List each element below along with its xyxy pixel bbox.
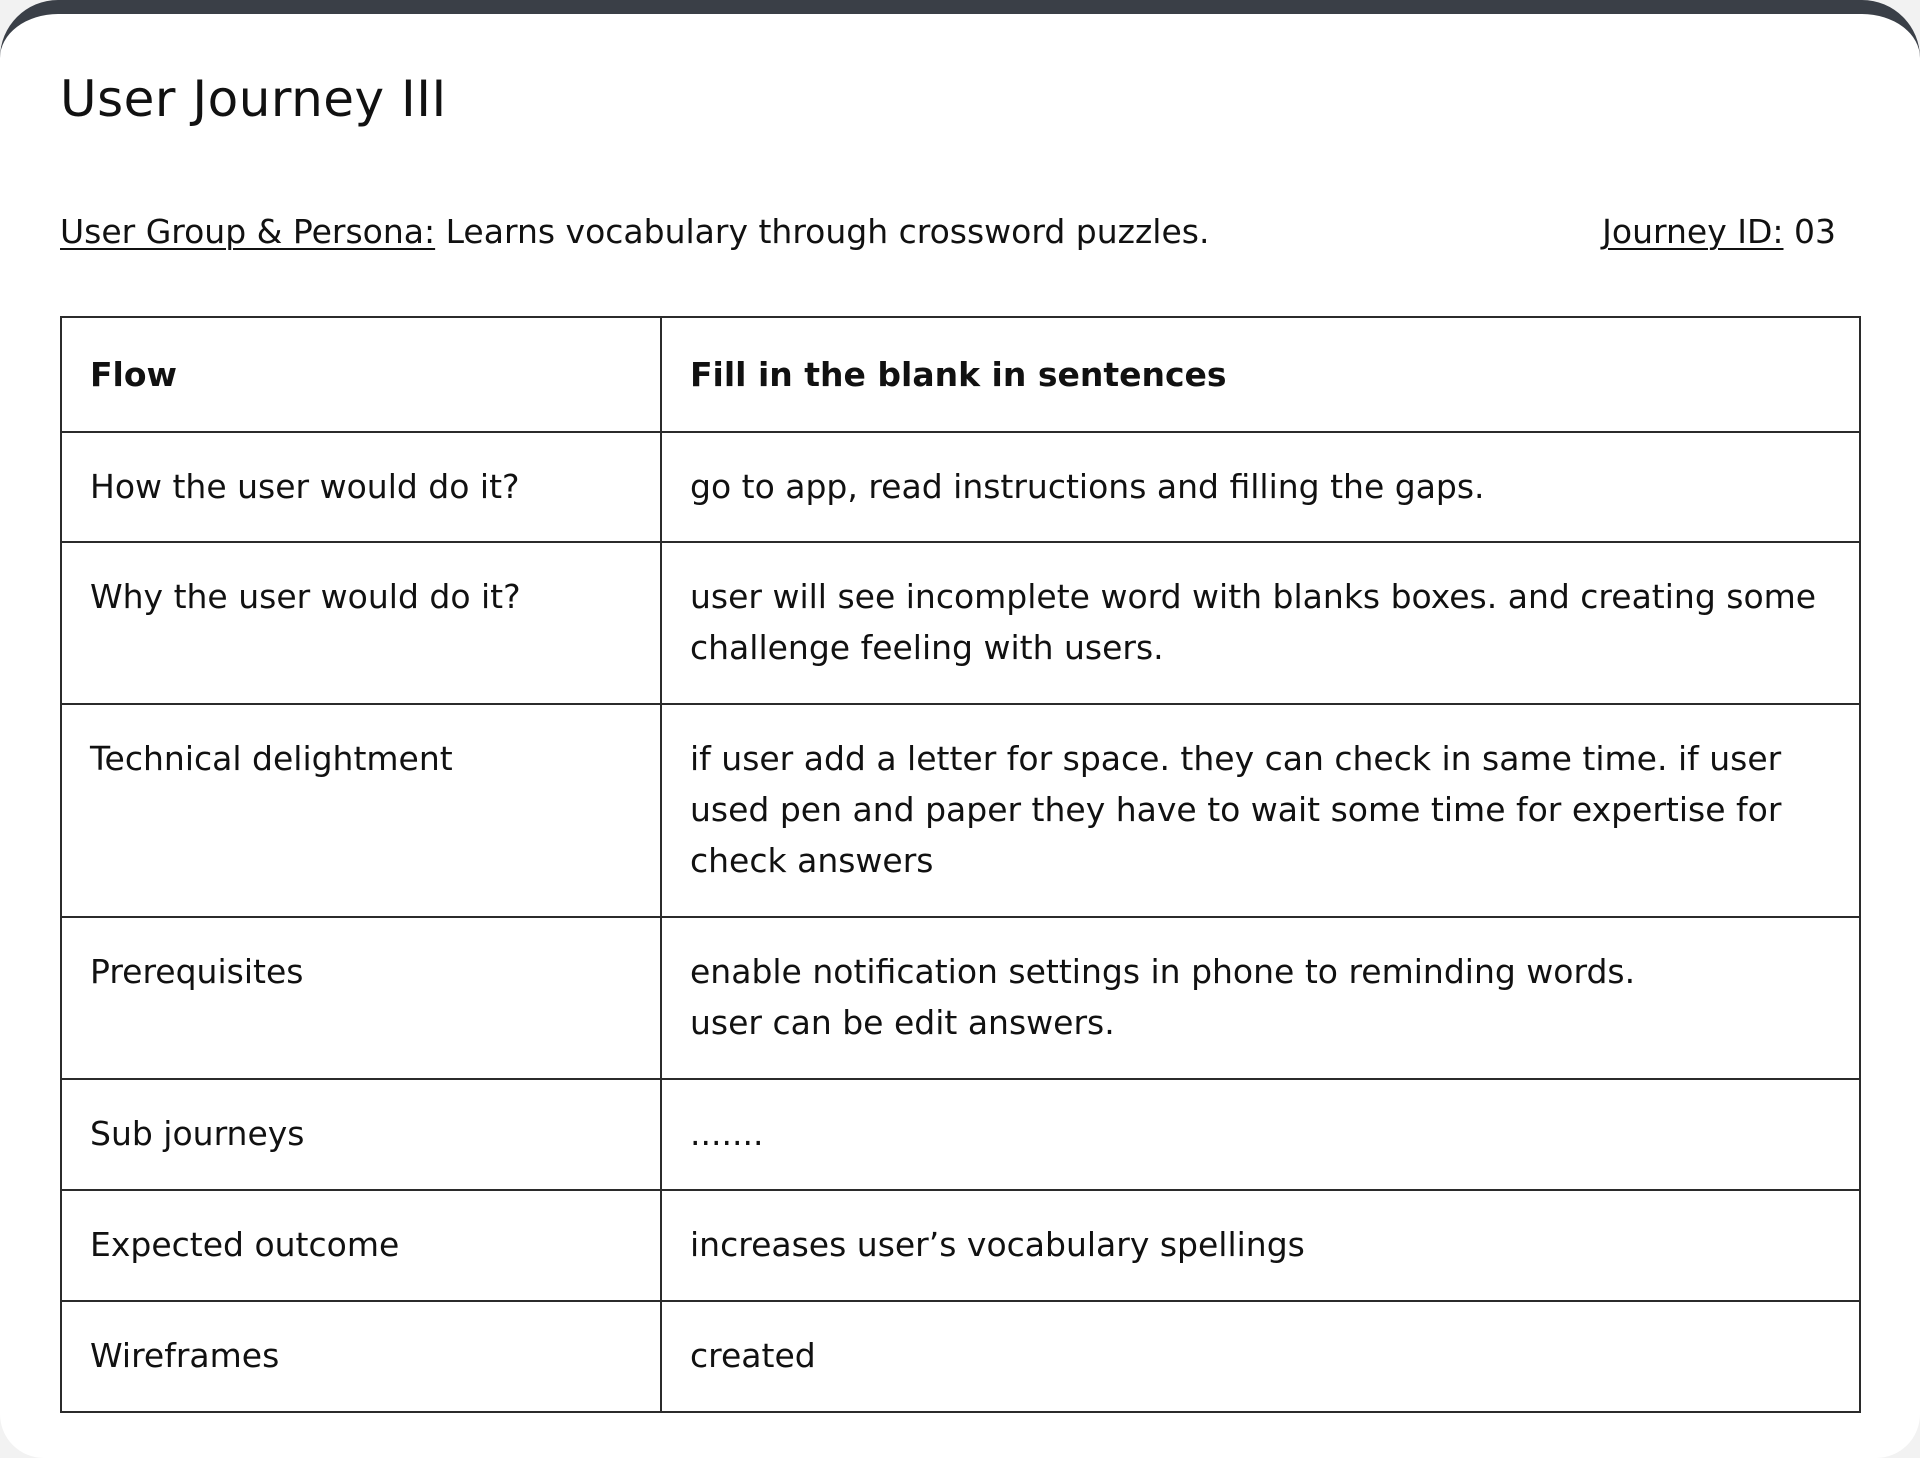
row-value: enable notification settings in phone to reminding words. user can be edit answers. (690, 952, 1636, 1042)
row-label-cell (61, 1190, 661, 1301)
table-row (61, 542, 1860, 704)
row-value-cell (661, 432, 1860, 542)
row-value-cell (661, 917, 1860, 1079)
page-title: User Journey III (60, 70, 447, 128)
table-row (61, 1190, 1860, 1301)
row-label: Why the user would do it? (90, 577, 521, 616)
row-value-cell (661, 542, 1860, 704)
row-value: if user add a letter for space. they can check in same time. if user used pen and paper they have to wait some time for expertise for check answers (690, 739, 1782, 880)
row-label: Sub journeys (90, 1114, 305, 1153)
header-value-cell (661, 317, 1860, 432)
row-label: Wireframes (90, 1336, 280, 1375)
row-value: increases user’s vocabulary spellings (690, 1225, 1305, 1264)
persona-value: Learns vocabulary through crossword puzzles. (445, 212, 1210, 251)
table-row (61, 1301, 1860, 1412)
row-label-cell (61, 432, 661, 542)
table-header-row (61, 317, 1860, 432)
row-label-cell (61, 1079, 661, 1190)
journey-id-line (1602, 210, 1836, 254)
journey-id-label: Journey ID: (1602, 212, 1784, 251)
table-row (61, 432, 1860, 542)
table-row (61, 704, 1860, 917)
journey-id-value: 03 (1794, 212, 1836, 251)
row-value: created (690, 1336, 816, 1375)
header-label-cell (61, 317, 661, 432)
persona-line (60, 210, 1209, 254)
row-value: go to app, read instructions and filling the gaps. (690, 467, 1485, 506)
row-value: ....... (690, 1114, 764, 1153)
row-value-cell (661, 704, 1860, 917)
header-label: Flow (90, 355, 178, 394)
row-value-cell (661, 1301, 1860, 1412)
journey-table (60, 316, 1861, 1413)
row-label-cell (61, 917, 661, 1079)
row-value: user will see incomplete word with blanks boxes. and creating some challenge feeling with users. (690, 577, 1817, 667)
persona-label: User Group & Persona: (60, 212, 436, 251)
row-value-cell (661, 1079, 1860, 1190)
row-label-cell (61, 704, 661, 917)
row-label: Prerequisites (90, 952, 304, 991)
row-label: Technical delightment (90, 739, 453, 778)
row-label-cell (61, 542, 661, 704)
table-row (61, 917, 1860, 1079)
row-value-cell (661, 1190, 1860, 1301)
table-row (61, 1079, 1860, 1190)
row-label-cell (61, 1301, 661, 1412)
row-label: Expected outcome (90, 1225, 400, 1264)
row-label: How the user would do it? (90, 467, 520, 506)
header-value: Fill in the blank in sentences (690, 355, 1227, 394)
